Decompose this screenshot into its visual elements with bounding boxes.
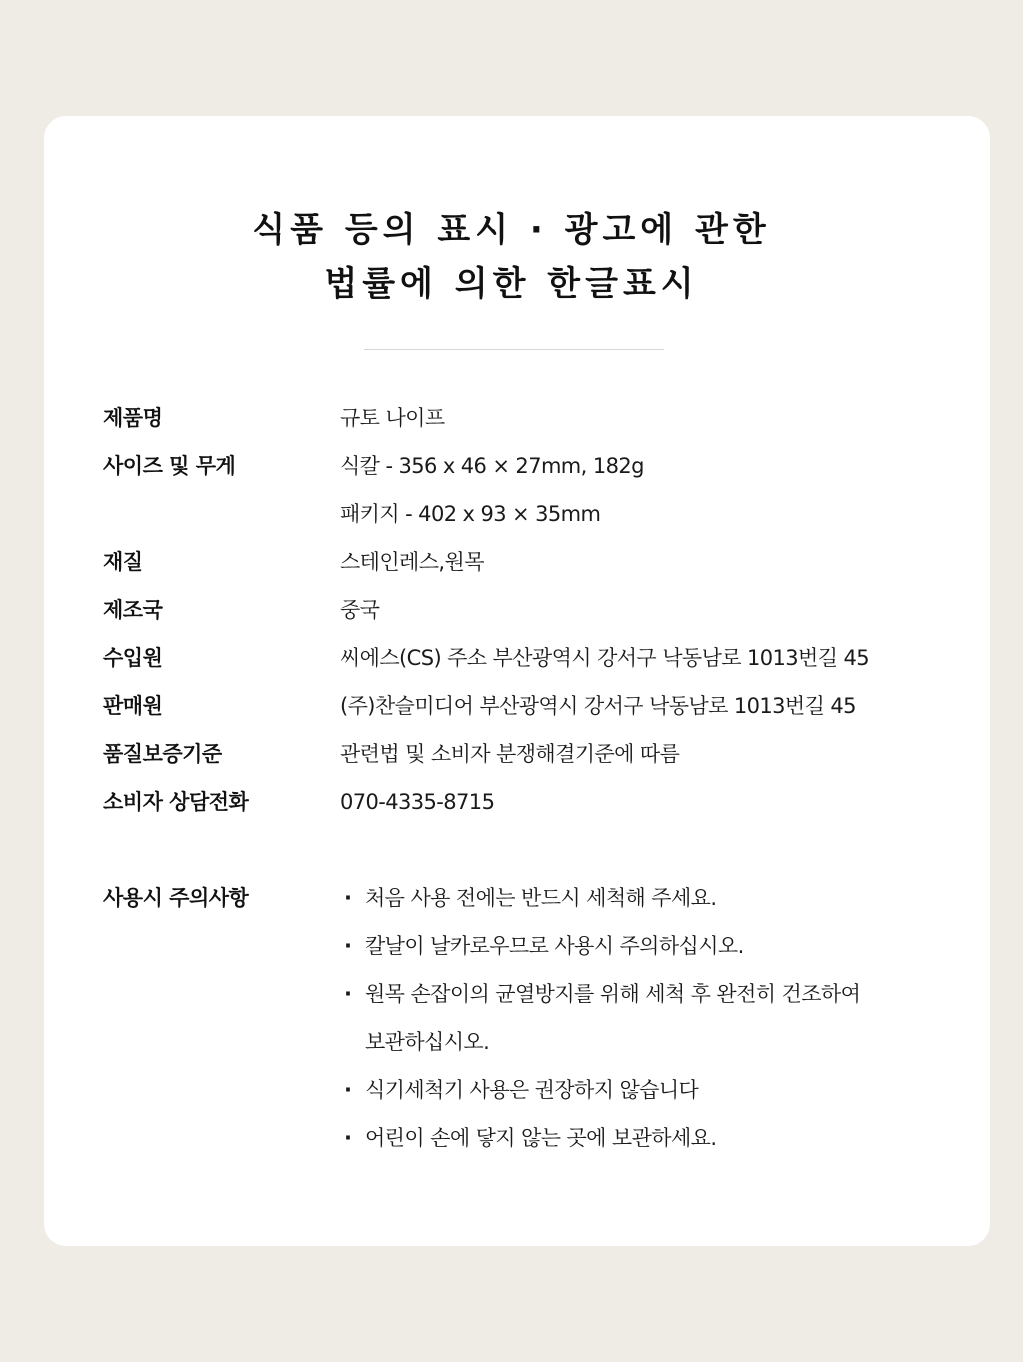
info-value: 식칼 - 356 x 46 × 27mm, 182g <box>340 454 644 478</box>
bullet-dot: · <box>344 1078 352 1102</box>
info-label: 품질보증기준 <box>103 742 222 766</box>
caution-text: 칼날이 날카로우므로 사용시 주의하십시오. <box>365 934 744 958</box>
bullet-dot: · <box>344 1126 352 1150</box>
title-divider <box>364 349 664 350</box>
bullet-dot: · <box>344 886 352 910</box>
info-row-quality-standard <box>0 730 1023 778</box>
caution-text: 식기세척기 사용은 권장하지 않습니다 <box>365 1078 699 1102</box>
caution-label: 사용시 주의사항 <box>103 886 249 910</box>
caution-text: 처음 사용 전에는 반드시 세척해 주세요. <box>365 886 717 910</box>
caution-text: 보관하십시오. <box>365 1030 490 1054</box>
title-line-2: 법률에 의한 한글표시 <box>324 264 699 304</box>
info-label: 소비자 상담전화 <box>103 790 249 814</box>
caution-item <box>0 1114 1023 1162</box>
info-value: 070-4335-8715 <box>340 790 495 814</box>
info-row-consumer-phone <box>0 778 1023 826</box>
info-row-importer <box>0 634 1023 682</box>
bullet-dot: · <box>344 934 352 958</box>
info-label: 수입원 <box>103 646 163 670</box>
caution-text: 어린이 손에 닿지 않는 곳에 보관하세요. <box>365 1126 717 1150</box>
title-line-1: 식품 등의 표시 · 광고에 관한 <box>252 210 771 250</box>
info-row-material <box>0 538 1023 586</box>
caution-item <box>0 970 1023 1018</box>
caution-item <box>0 922 1023 970</box>
page-title <box>0 203 1023 311</box>
info-row-product-name <box>0 394 1023 442</box>
info-row-package-size <box>0 490 1023 538</box>
info-value: 규토 나이프 <box>340 406 445 430</box>
info-value: 씨에스(CS) 주소 부산광역시 강서구 낙동남로 1013번길 45 <box>340 646 870 670</box>
info-row-country <box>0 586 1023 634</box>
info-value: 관련법 및 소비자 분쟁해결기준에 따름 <box>340 742 680 766</box>
bullet-dot: · <box>344 982 352 1006</box>
info-label: 제품명 <box>103 406 163 430</box>
info-label: 재질 <box>103 550 143 574</box>
caution-text: 원목 손잡이의 균열방지를 위해 세척 후 완전히 건조하여 <box>365 982 861 1006</box>
caution-item <box>0 1066 1023 1114</box>
info-value: (주)찬슬미디어 부산광역시 강서구 낙동남로 1013번길 45 <box>340 694 856 718</box>
info-value: 중국 <box>340 598 380 622</box>
info-label: 사이즈 및 무게 <box>103 454 236 478</box>
info-label: 판매원 <box>103 694 163 718</box>
info-label: 제조국 <box>103 598 163 622</box>
info-value: 스테인레스,원목 <box>340 550 484 574</box>
info-row-seller <box>0 682 1023 730</box>
caution-item-continuation <box>0 1018 1023 1066</box>
caution-item <box>0 874 1023 922</box>
info-row-size-weight <box>0 442 1023 490</box>
info-value: 패키지 - 402 x 93 × 35mm <box>340 502 601 526</box>
